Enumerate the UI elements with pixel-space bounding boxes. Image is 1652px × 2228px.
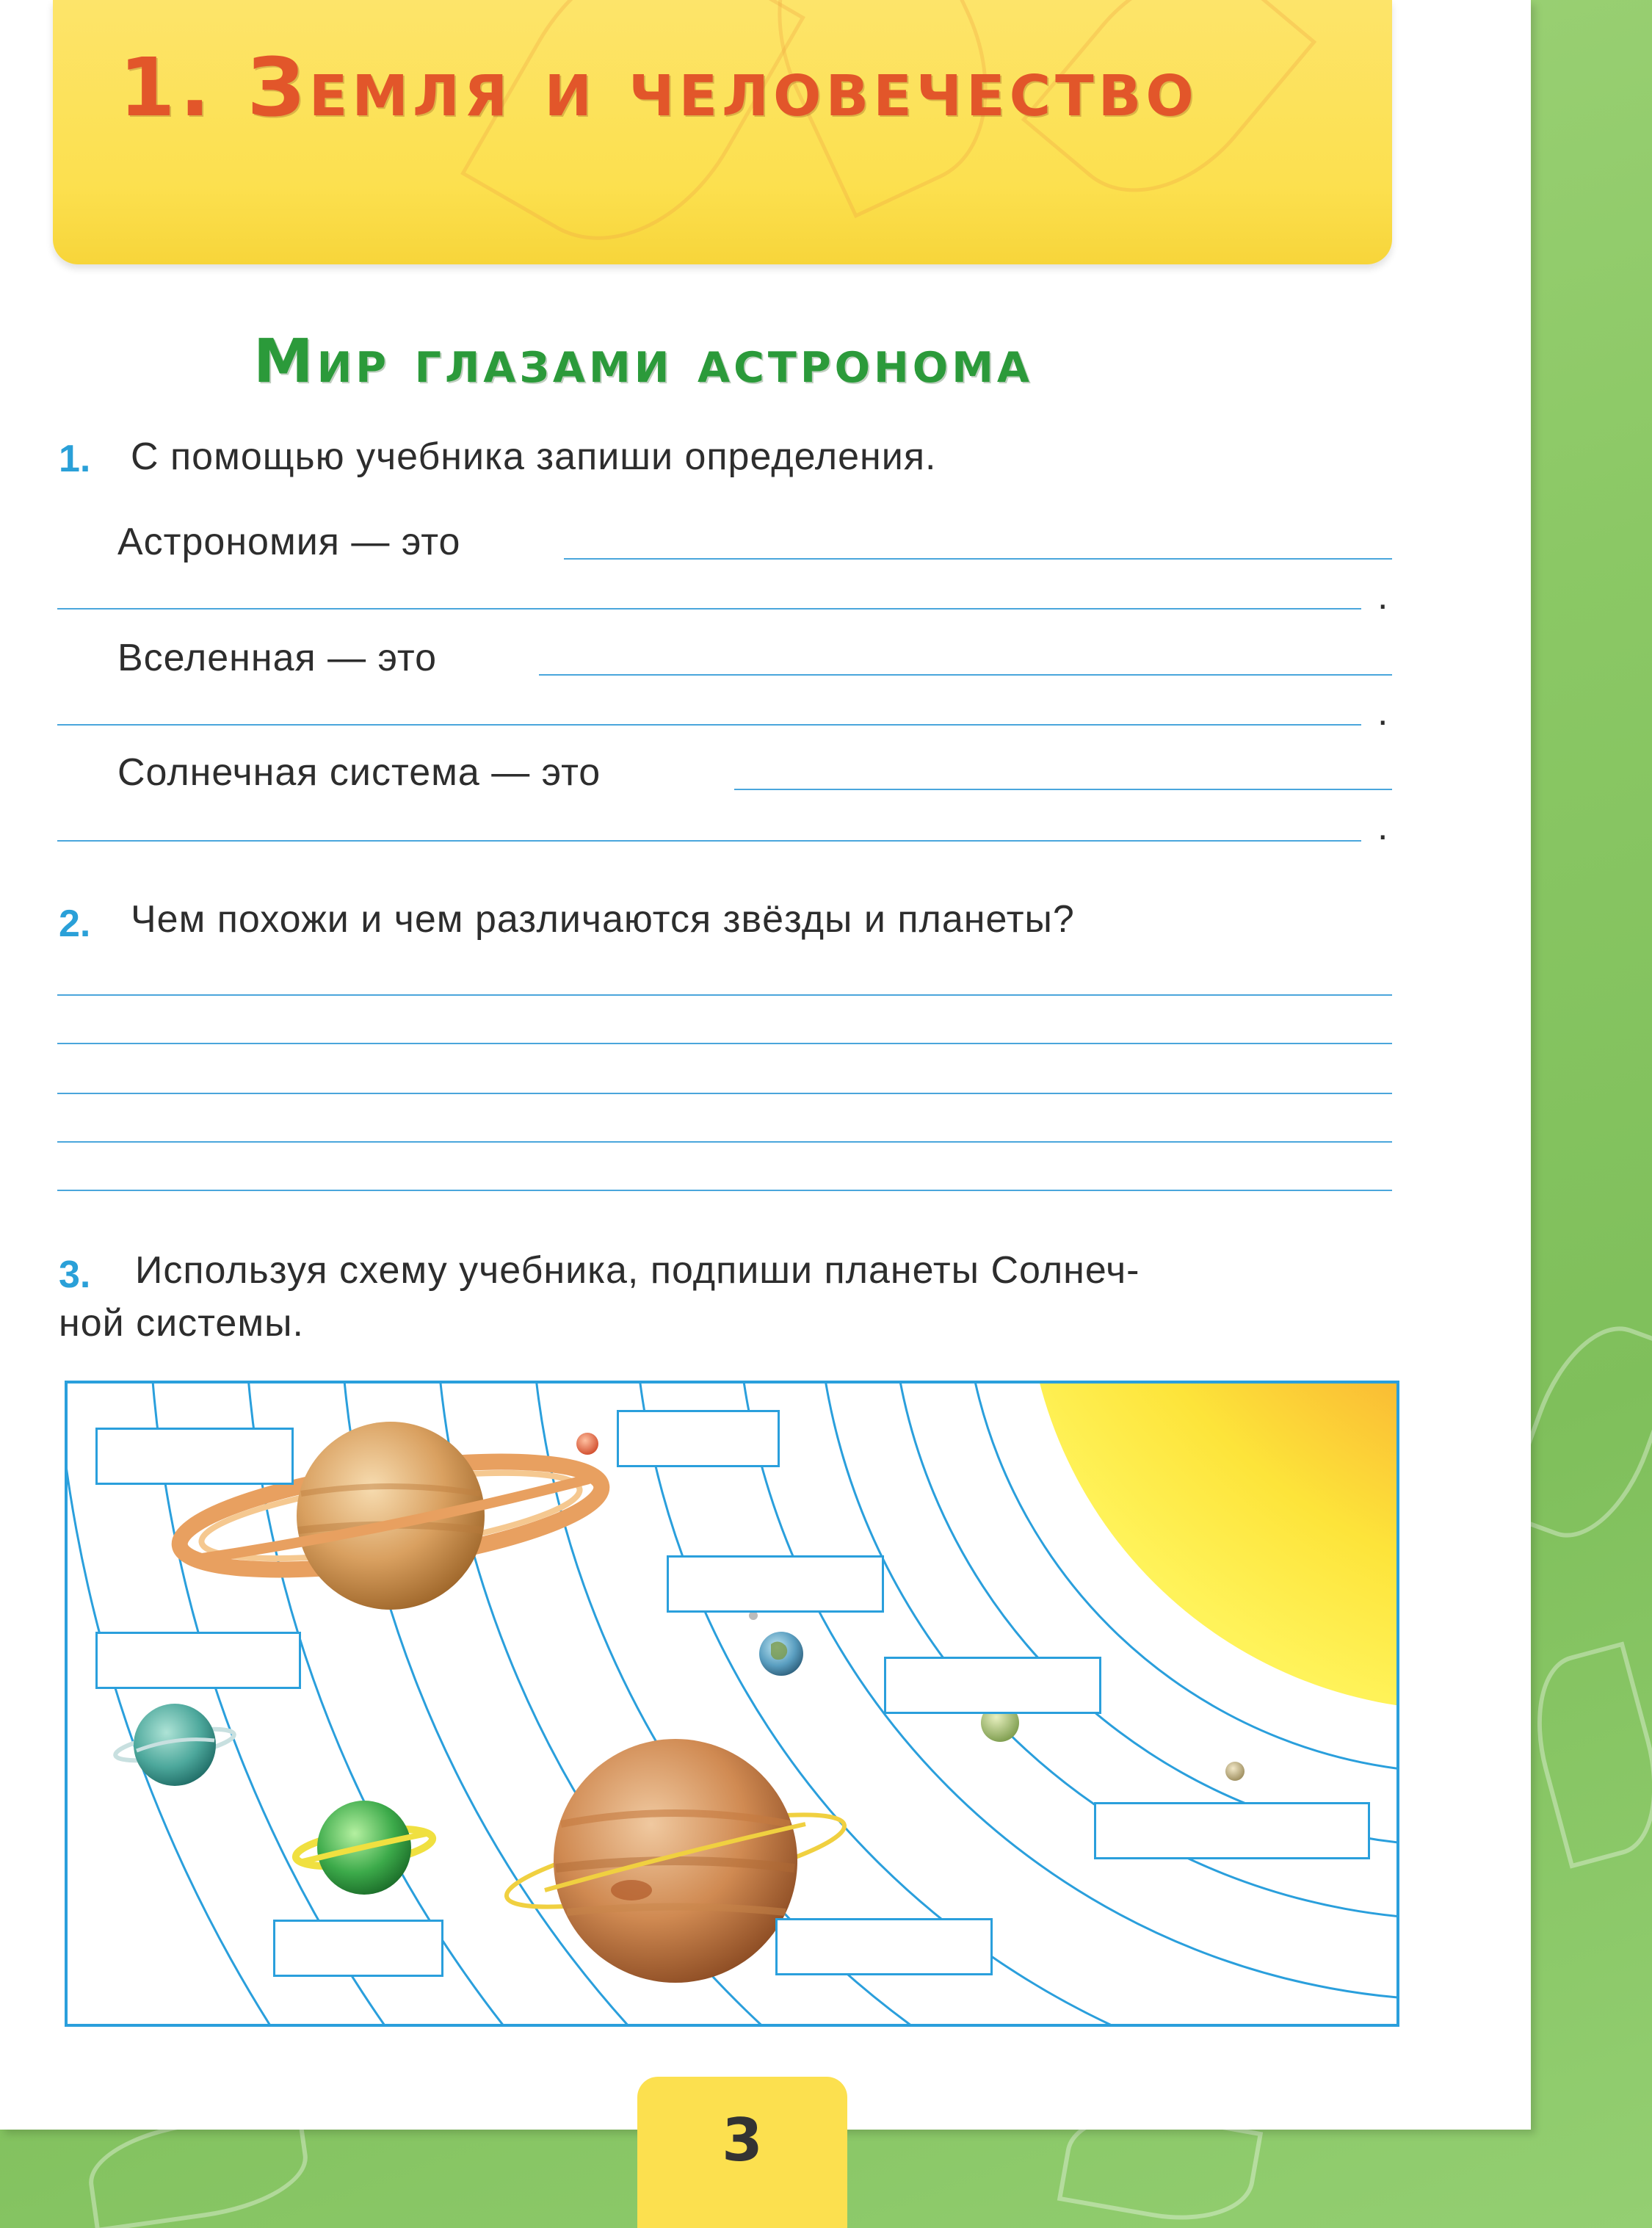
planet-label-box-mercury[interactable] (1094, 1802, 1370, 1859)
page-number-tab (637, 2077, 847, 2228)
planet-label-box-uranus[interactable] (95, 1632, 301, 1689)
chapter-header (53, 0, 1392, 264)
planet-label-box-saturn[interactable] (95, 1428, 294, 1485)
answer-line[interactable] (57, 840, 1361, 842)
answer-line[interactable] (57, 608, 1361, 610)
task-3-number: 3. (59, 1254, 91, 1296)
answer-line[interactable] (57, 1043, 1392, 1044)
planet-label-box-jupiter[interactable] (775, 1918, 993, 1975)
answer-line[interactable] (57, 1190, 1392, 1191)
section-title: Мир глазами астронома (253, 327, 1034, 397)
task-2-text: Чем похожи и чем различаются звёзды и планеты? (131, 898, 1075, 941)
task-1-text: С помощью учебника запиши определения. (131, 435, 937, 478)
neptune-planet (294, 1801, 435, 1895)
answer-line[interactable] (564, 558, 1392, 560)
sentence-period: . (1377, 575, 1388, 618)
answer-line[interactable] (57, 1141, 1392, 1143)
answer-line[interactable] (57, 994, 1392, 996)
task-3-text-line-2: ной системы. (59, 1302, 304, 1345)
definition-term-solar-system: Солнечная система — это (117, 751, 601, 794)
solar-system-diagram (65, 1381, 1399, 2027)
task-1-number: 1. (59, 438, 91, 480)
answer-line[interactable] (57, 1093, 1392, 1094)
chapter-title: 1. Земля и человечество (119, 40, 1198, 134)
sentence-period: . (1377, 806, 1388, 848)
answer-line[interactable] (57, 724, 1361, 726)
definition-term-universe: Вселенная — это (117, 637, 438, 679)
definition-term-astronomy: Астрономия — это (117, 521, 461, 563)
planet-label-box-neptune[interactable] (273, 1920, 443, 1977)
page-number: 3 (722, 2106, 763, 2174)
answer-line[interactable] (539, 674, 1392, 676)
mars-planet (576, 1433, 598, 1455)
answer-line[interactable] (734, 789, 1392, 790)
planet-label-box-earth[interactable] (667, 1555, 884, 1613)
sentence-period: . (1377, 691, 1388, 734)
uranus-planet (113, 1704, 236, 1786)
task-3-text-line-1: Используя схему учебника, подпиши планеты Солнеч- (135, 1249, 1140, 1292)
mercury-planet (1225, 1762, 1245, 1781)
planet-label-box-venus[interactable] (884, 1657, 1101, 1714)
task-2-number: 2. (59, 903, 91, 945)
planet-label-box-mars[interactable] (617, 1410, 780, 1467)
